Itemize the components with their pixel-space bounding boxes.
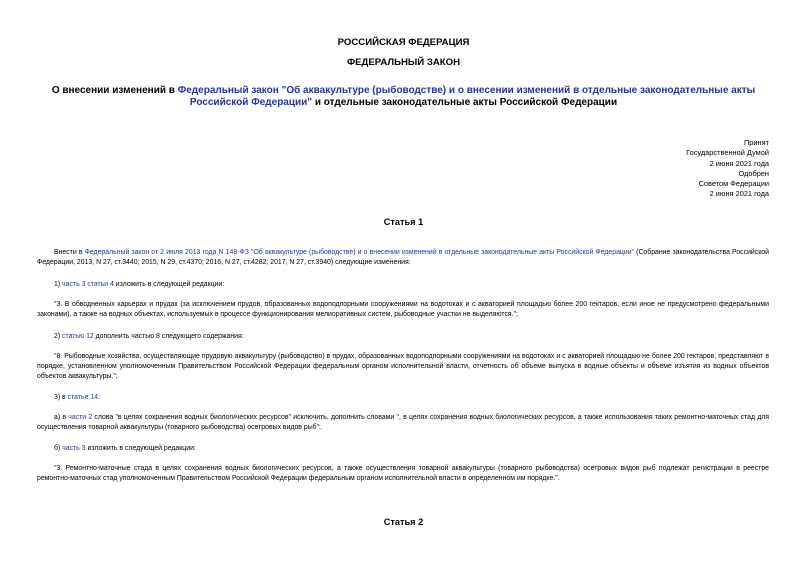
article-1-heading: Статья 1 [383,217,424,227]
item-3 [37,393,769,403]
text: дополнить частью 8 следующего содержания: [93,333,244,340]
title-suffix: и отдельные законодательные акты Российской Федерации [312,97,618,108]
meta-line: Одобрен [738,168,769,178]
article-14-link[interactable]: статье 14 [67,394,98,401]
item-3b-text: "3. Ремонтно-маточные стада в целях сохранения водных биологических ресурсов, а также осуществления товарной аквакультуры (товарного рыбоводства) осетровых видов рыб подлежат регистрации в реестре ремонтно-маточных стад уполномоченным Правительством Российской Федерации федеральным органом исполнительной власти в определенном им порядке.". [37,465,769,483]
text: (Собрание законодательства Российской Федерации, 2013, N 27, ст.3440; 2015, N 29, ст.4370; 2016, N 27, ст.4282; 2017, N 27, ст.3940) следующие изменения: [37,249,769,267]
text: : [98,394,100,401]
part-2-link[interactable]: части 2 [68,414,93,421]
text: Внести в [54,249,85,256]
item-1 [37,280,769,290]
doc-type-heading: ФЕДЕРАЛЬНЫЙ ЗАКОН [346,57,461,68]
text: 3) в [54,394,68,401]
item-3a [37,413,769,433]
article-2-heading: Статья 2 [383,517,424,527]
text: а) в [54,414,69,421]
title-link[interactable]: Федеральный закон "Об аквакультуре (рыбоводстве) и о внесении изменений в отдельные законодательные акты Российской Федерации" [177,85,756,108]
item-2 [37,332,769,342]
text: изложить в следующей редакции: [113,281,225,288]
text: 1) [54,281,63,288]
item-3b [37,444,769,454]
paragraph-intro [37,248,769,268]
meta-line: Принят [743,138,769,147]
text: изложить в следующей редакции: [85,445,196,452]
part-3-link[interactable]: часть 3 [62,445,86,452]
article-12-link[interactable]: статью 12 [62,333,94,340]
meta-line: Государственной Думой [686,148,769,158]
text: б) [54,445,63,452]
title-prefix: О внесении изменений в [51,85,178,96]
meta-line: 2 июня 2021 года [709,158,769,168]
item-1-text: "3. В обводненных карьерах и прудах (за исключением прудов, образованных водоподпорными сооружениями на водотоках и с акваторией площадью более 200 гектаров, если иное не предусмотрено федеральными законами), а также на водных объектах, используемых в процессе функционирования мелиоративных систем, рыбоводные участки не выделяются."; [37,301,769,319]
item-2-text: "8. Рыбоводные хозяйства, осуществляющие прудовую аквакультуру (рыбоводство) в прудах, образованных водоподпорными сооружениями на водотоках и с акваторией площадью не более 200 гектаров, представляют в порядке, установленном уполномоченным Правительством Российской Федерации федеральным органом исполнительной власти, отчетность об объеме выпуска в водные объекты и объеме изъятия из водных объектов объектов аквакультуры."; [37,353,769,381]
law-link[interactable]: Федеральный закон от 2 июля 2013 года N 148-ФЗ "Об аквакультуре (рыбоводстве) и о внесении изменений в отдельные законодательные акты Российской Федерации" [84,249,634,256]
meta-line: 2 июня 2021 года [709,189,769,199]
article-4-link[interactable]: часть 3 статьи 4 [62,281,114,288]
country-heading: РОССИЙСКАЯ ФЕДЕРАЦИЯ [337,37,470,48]
text: слова "в целях сохранения водных биологических ресурсов" исключить, дополнить словами ", в целях сохранения водных биологических ресурсов, а также использования таких ремонтно-маточных стад для осуществления товарной аквакультуры (товарного рыбоводства) осетровых видов рыб"; [37,414,769,432]
meta-line: Советом Федерации [698,179,769,189]
adoption-info [686,138,769,200]
text: 2) [54,333,63,340]
law-title [40,85,767,109]
